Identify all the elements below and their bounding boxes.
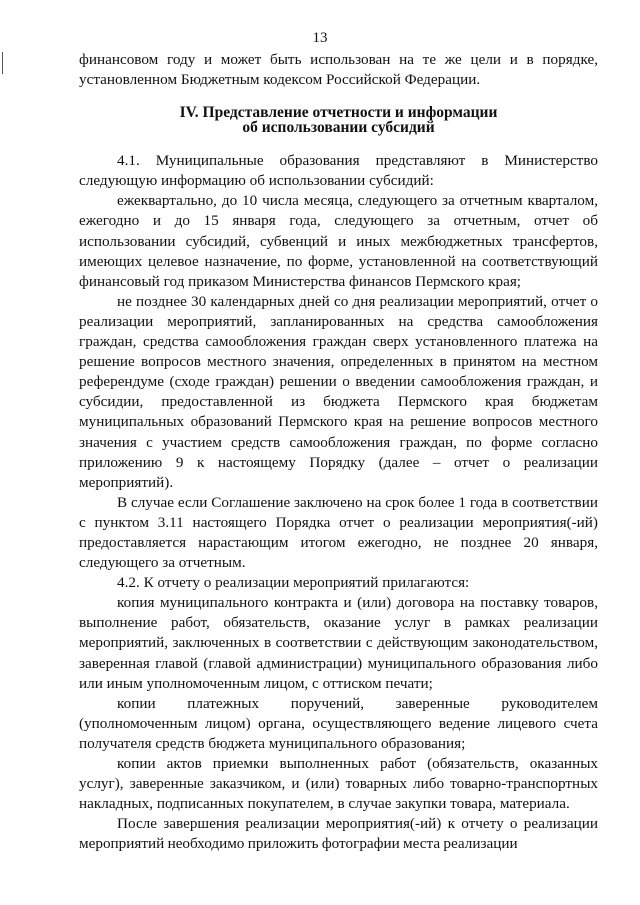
paragraph-payment-orders: копии платежных поручений, заверенные руководителем (уполномоченным лицом) органа, осуществляющего ведение лицевого счета получателя средств бюджета муниципального образования; xyxy=(79,694,598,752)
paragraph-4-2: 4.2. К отчету о реализации мероприятий прилагаются: xyxy=(117,574,470,592)
paragraph-photos: После завершения реализации мероприятия(-ий) к отчету о реализации мероприятий необходимо приложить фотографии места реализации xyxy=(79,815,598,853)
paragraph-multi-year-agreement: В случае если Соглашение заключено на срок более 1 года в соответствии с пунктом 3.11 настоящего Порядка отчет о реализации мероприятия(-ий) предоставляется нарастающим итогом ежегодно, не позднее 20 января, следующего за отчетным. xyxy=(79,493,598,572)
paragraph-contract-copy: копия муниципального контракта и (или) договора на поставку товаров, выполнение работ, обязательств, оказание услуг в рамках реализации мероприятий, заключенных в соответствии с действующим законодательством, заверенная главой (главой администрации) муниципального образования либо или иным уполномоченным лицом, с оттиском печати; xyxy=(79,594,598,692)
paragraph-4-1: 4.1. Муниципальные образования представляют в Министерство следующую информацию об использовании субсидий: xyxy=(79,152,598,190)
section-heading-line-1: IV. Представление отчетности и информации xyxy=(179,104,498,122)
paragraph-quarterly-report: ежеквартально, до 10 числа месяца, следующего за отчетным кварталом, ежегодно и до 15 января года, следующего за отчетным, отчет об использовании субсидий, субвенций и иных межбюджетных трансфертов, имеющих целевое назначение, по форме, установленной на соответствующий финансовый год приказом Министерства финансов Пермского края; xyxy=(79,192,598,290)
paragraph-activity-report: не позднее 30 календарных дней со дня реализации мероприятий, отчет о реализации мероприятий, запланированных на средства самообложения граждан, средства самообложения граждан сверх установленного платежа на решение вопросов местного значения, определенных в принятом на местном референдуме (сходе граждан) решении о введении самообложения граждан, и субсидии, предоставленной из бюджета Пермского края бюджетам муниципальных образований Пермского края на решение вопросов местного значения с участием средств самообложения граждан, по форме согласно приложению 9 к настоящему Порядку (далее – отчет о реализации мероприятий). xyxy=(79,292,598,491)
section-heading-line-2: об использовании субсидий xyxy=(242,119,435,137)
continued-paragraph: финансовом году и может быть использован на те же цели и в порядке, установленном Бюджетным кодексом Российской Федерации. xyxy=(79,51,598,89)
paragraph-acceptance-acts: копии актов приемки выполненных работ (обязательств, оказанных услуг), заверенные заказчиком, и (или) товарных либо товарно-транспортных накладных, подписанных покупателем, в случае закупки товара, материала. xyxy=(79,755,598,813)
page-number: 13 xyxy=(312,30,328,46)
section-heading xyxy=(79,105,598,135)
binding-mark xyxy=(2,52,3,74)
document-body xyxy=(79,50,598,854)
